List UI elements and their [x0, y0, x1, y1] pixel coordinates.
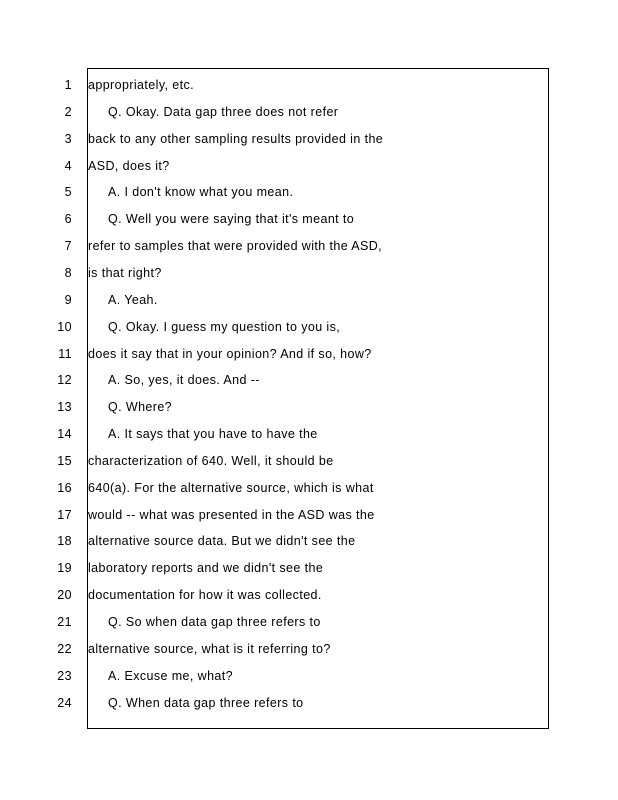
line-text: would -- what was presented in the ASD was the [88, 507, 375, 522]
line-text: Q. Okay. I guess my question to you is, [108, 319, 341, 334]
line-text: back to any other sampling results provided in the [88, 131, 384, 146]
line-number: 19 [57, 561, 72, 576]
line-number: 9 [64, 292, 72, 307]
transcript-line [0, 156, 618, 176]
transcript-line [0, 585, 618, 605]
line-number: 7 [64, 239, 72, 254]
transcript-line [0, 236, 618, 256]
transcript-line [0, 370, 618, 390]
line-number: 14 [57, 427, 72, 442]
line-text: ASD, does it? [88, 158, 170, 173]
line-number: 13 [57, 400, 72, 415]
line-number: 1 [64, 78, 72, 92]
line-number: 22 [57, 641, 72, 656]
transcript-line [0, 102, 618, 122]
line-number: 24 [57, 695, 72, 710]
line-number: 2 [64, 104, 72, 119]
line-text: Q. Okay. Data gap three does not refer [108, 104, 339, 119]
line-number: 10 [57, 319, 72, 334]
transcript-line [0, 317, 618, 337]
transcript-line [0, 397, 618, 417]
line-number: 6 [64, 212, 72, 227]
line-text: Q. Where? [108, 400, 173, 415]
transcript-line [0, 558, 618, 578]
line-number: 5 [64, 185, 72, 200]
line-number: 18 [57, 534, 72, 549]
transcript-line [0, 693, 618, 713]
transcript-line [0, 182, 618, 202]
line-text: appropriately, etc. [88, 78, 195, 92]
line-text: Q. So when data gap three refers to [108, 615, 321, 629]
line-number: 23 [57, 668, 72, 683]
transcript-line [0, 612, 618, 632]
line-text: A. I don't know what you mean. [108, 185, 294, 200]
line-number: 17 [57, 507, 72, 522]
transcript-line [0, 263, 618, 283]
line-text: laboratory reports and we didn't see the [88, 561, 324, 576]
transcript-line [0, 129, 618, 149]
line-text: alternative source, what is it referring to? [88, 641, 331, 656]
transcript-line [0, 75, 618, 95]
line-number: 12 [57, 373, 72, 388]
transcript-line [0, 424, 618, 444]
line-text: A. So, yes, it does. And -- [108, 373, 260, 388]
transcript-line [0, 478, 618, 498]
line-number: 16 [57, 480, 72, 495]
transcript-line [0, 531, 618, 551]
line-number: 11 [58, 346, 72, 361]
line-text: refer to samples that were provided with the ASD, [88, 239, 383, 254]
transcript-line [0, 639, 618, 659]
line-text: A. Yeah. [108, 292, 158, 307]
line-number: 15 [57, 453, 72, 468]
transcript-line [0, 505, 618, 525]
transcript-line [0, 209, 618, 229]
line-text: alternative source data. But we didn't see the [88, 534, 356, 549]
line-text: does it say that in your opinion? And if so, how? [88, 346, 372, 361]
line-text: Q. When data gap three refers to [108, 695, 304, 710]
line-text: documentation for how it was collected. [88, 588, 322, 603]
line-number: 8 [64, 265, 72, 280]
transcript-line [0, 451, 618, 471]
transcript-line [0, 344, 618, 364]
line-text: A. It says that you have to have the [108, 427, 318, 442]
line-text: 640(a). For the alternative source, which is what [88, 480, 374, 495]
line-text: is that right? [88, 265, 162, 280]
line-text: Q. Well you were saying that it's meant to [108, 212, 355, 227]
line-number: 20 [57, 588, 72, 603]
transcript-line [0, 290, 618, 310]
line-text: A. Excuse me, what? [108, 668, 234, 683]
line-number: 4 [64, 158, 72, 173]
line-number: 3 [64, 131, 72, 146]
line-number: 21 [57, 615, 72, 629]
transcript-line [0, 666, 618, 686]
line-text: characterization of 640. Well, it should be [88, 453, 334, 468]
